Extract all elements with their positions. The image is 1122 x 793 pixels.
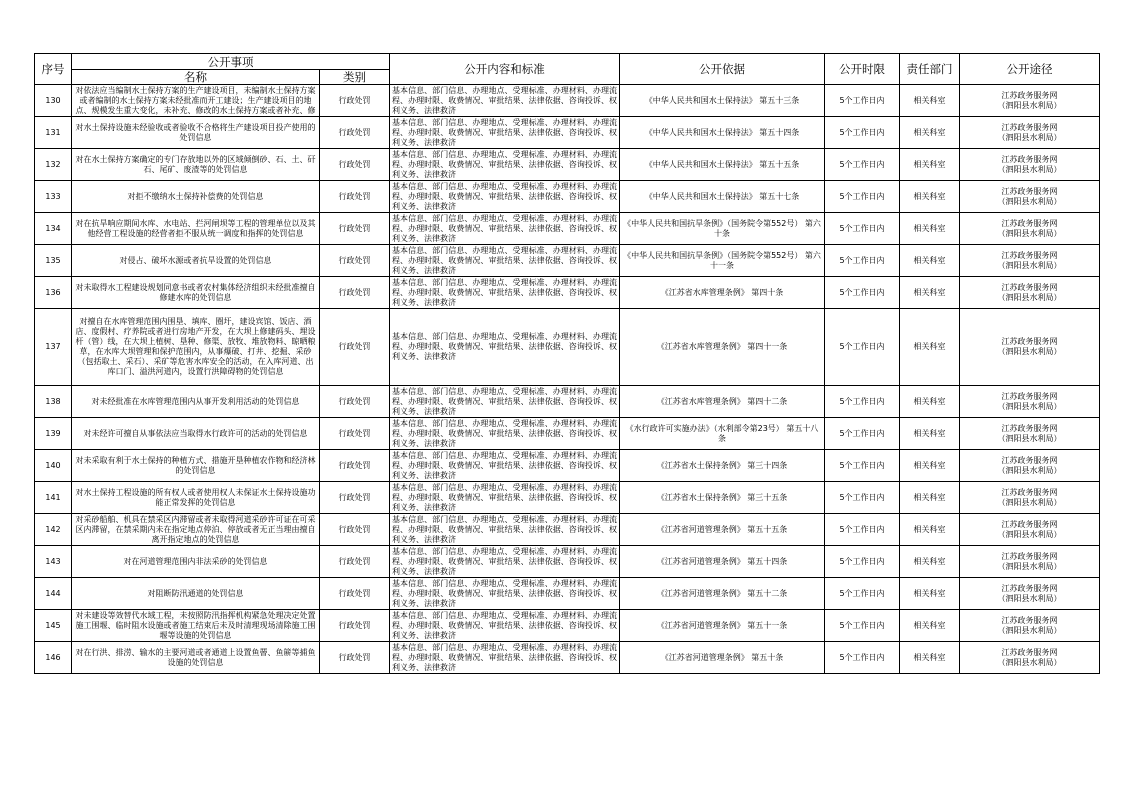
- route-name: 江苏政务服务网: [1001, 122, 1058, 132]
- item-name: 对在抗旱响应期间水库、水电站、拦河闸坝等工程的管理单位以及其他经营工程设施的经营者拒不服从统一调度和指挥的处罚信息: [72, 213, 320, 245]
- legal-basis: 《江苏省河道管理条例》 第五十五条: [620, 514, 825, 546]
- item-name: 对在行洪、排涝、输水的主要河道或者通道上设置鱼罾、鱼簖等捕鱼设施的处罚信息: [72, 642, 320, 674]
- row-number: 142: [35, 514, 72, 546]
- header-num: 序号: [35, 54, 72, 85]
- legal-basis: 《江苏省水土保持条例》 第三十五条: [620, 482, 825, 514]
- route-name: 江苏政务服务网: [1001, 647, 1058, 657]
- item-name: 对水土保持工程设施的所有权人或者使用权人未保证水土保持设施功能正常发挥的处罚信息: [72, 482, 320, 514]
- item-category: 行政处罚: [320, 213, 390, 245]
- table-row: [35, 245, 1100, 277]
- disclosure-route: [960, 546, 1100, 578]
- disclosure-content: 基本信息、部门信息、办理地点、受理标准、办理材料、办理流程、办理时限、收费情况、审批结果、法律依据、咨询投诉、权利义务、法律救济: [390, 245, 620, 277]
- disclosure-content: 基本信息、部门信息、办理地点、受理标准、办理材料、办理流程、办理时限、收费情况、审批结果、法律依据、咨询投诉、权利义务、法律救济: [390, 213, 620, 245]
- time-limit: 5个工作日内: [825, 514, 900, 546]
- row-number: 130: [35, 85, 72, 117]
- item-name: 对未采取有利于水土保持的种植方式、措施开垦种植农作物和经济林的处罚信息: [72, 450, 320, 482]
- table-row: [35, 181, 1100, 213]
- item-name: 对侵占、破坏水源或者抗旱设置的处罚信息: [72, 245, 320, 277]
- route-name: 江苏政务服务网: [1001, 551, 1058, 561]
- time-limit: 5个工作日内: [825, 245, 900, 277]
- time-limit: 5个工作日内: [825, 642, 900, 674]
- disclosure-content: 基本信息、部门信息、办理地点、受理标准、办理材料、办理流程、办理时限、收费情况、审批结果、法律依据、咨询投诉、权利义务、法律救济: [390, 277, 620, 309]
- disclosure-route: [960, 386, 1100, 418]
- row-number: 133: [35, 181, 72, 213]
- route-name: 江苏政务服务网: [1001, 487, 1058, 497]
- row-number: 136: [35, 277, 72, 309]
- row-number: 144: [35, 578, 72, 610]
- item-category: 行政处罚: [320, 309, 390, 386]
- disclosure-content: 基本信息、部门信息、办理地点、受理标准、办理材料、办理流程、办理时限、收费情况、审批结果、法律依据、咨询投诉、权利义务、法律救济: [390, 514, 620, 546]
- item-category: 行政处罚: [320, 85, 390, 117]
- disclosure-route: [960, 181, 1100, 213]
- item-category: 行政处罚: [320, 610, 390, 642]
- responsible-dept: 相关科室: [900, 386, 960, 418]
- legal-basis: 《水行政许可实施办法》（水利部令第23号） 第五十八条: [620, 418, 825, 450]
- disclosure-content: 基本信息、部门信息、办理地点、受理标准、办理材料、办理流程、办理时限、收费情况、审批结果、法律依据、咨询投诉、权利义务、法律救济: [390, 117, 620, 149]
- responsible-dept: 相关科室: [900, 245, 960, 277]
- table-row: [35, 85, 1100, 117]
- legal-basis: 《中华人民共和国抗旱条例》（国务院令第552号） 第六十一条: [620, 245, 825, 277]
- disclosure-content: 基本信息、部门信息、办理地点、受理标准、办理材料、办理流程、办理时限、收费情况、审批结果、法律依据、咨询投诉、权利义务、法律救济: [390, 149, 620, 181]
- disclosure-route: [960, 149, 1100, 181]
- item-category: 行政处罚: [320, 277, 390, 309]
- header-route: 公开途径: [960, 54, 1100, 85]
- row-number: 137: [35, 309, 72, 386]
- row-number: 138: [35, 386, 72, 418]
- disclosure-route: [960, 482, 1100, 514]
- route-agency: （泗阳县水利局）: [997, 529, 1062, 539]
- time-limit: 5个工作日内: [825, 450, 900, 482]
- disclosure-route: [960, 450, 1100, 482]
- time-limit: 5个工作日内: [825, 181, 900, 213]
- route-agency: （泗阳县水利局）: [997, 100, 1062, 110]
- time-limit: 5个工作日内: [825, 386, 900, 418]
- row-number: 143: [35, 546, 72, 578]
- responsible-dept: 相关科室: [900, 117, 960, 149]
- item-name: 对在水土保持方案确定的专门存放地以外的区域倾倒砂、石、土、矸石、尾矿、废渣等的处罚信息: [72, 149, 320, 181]
- responsible-dept: 相关科室: [900, 277, 960, 309]
- table-row: [35, 610, 1100, 642]
- disclosure-route: [960, 117, 1100, 149]
- time-limit: 5个工作日内: [825, 277, 900, 309]
- legal-basis: 《中华人民共和国抗旱条例》（国务院令第552号） 第六十条: [620, 213, 825, 245]
- responsible-dept: 相关科室: [900, 181, 960, 213]
- time-limit: 5个工作日内: [825, 213, 900, 245]
- item-category: 行政处罚: [320, 245, 390, 277]
- disclosure-content: 基本信息、部门信息、办理地点、受理标准、办理材料、办理流程、办理时限、收费情况、审批结果、法律依据、咨询投诉、权利义务、法律救济: [390, 578, 620, 610]
- route-agency: （泗阳县水利局）: [997, 497, 1062, 507]
- route-name: 江苏政务服务网: [1001, 186, 1058, 196]
- header-time: 公开时限: [825, 54, 900, 85]
- header-name: 名称: [72, 70, 320, 85]
- legal-basis: 《中华人民共和国水土保持法》 第五十七条: [620, 181, 825, 213]
- legal-basis: 《江苏省水库管理条例》 第四十条: [620, 277, 825, 309]
- item-name: 对未经批准在水库管理范围内从事开发利用活动的处罚信息: [72, 386, 320, 418]
- disclosure-route: [960, 309, 1100, 386]
- route-agency: （泗阳县水利局）: [997, 196, 1062, 206]
- item-category: 行政处罚: [320, 117, 390, 149]
- route-agency: （泗阳县水利局）: [997, 625, 1062, 635]
- disclosure-content: 基本信息、部门信息、办理地点、受理标准、办理材料、办理流程、办理时限、收费情况、审批结果、法律依据、咨询投诉、权利义务、法律救济: [390, 450, 620, 482]
- row-number: 139: [35, 418, 72, 450]
- legal-basis: 《中华人民共和国水土保持法》 第五十三条: [620, 85, 825, 117]
- item-category: 行政处罚: [320, 578, 390, 610]
- table-row: [35, 277, 1100, 309]
- route-agency: （泗阳县水利局）: [997, 433, 1062, 443]
- disclosure-route: [960, 85, 1100, 117]
- row-number: 134: [35, 213, 72, 245]
- legal-basis: 《江苏省水库管理条例》 第四十二条: [620, 386, 825, 418]
- item-category: 行政处罚: [320, 149, 390, 181]
- disclosure-content: 基本信息、部门信息、办理地点、受理标准、办理材料、办理流程、办理时限、收费情况、审批结果、法律依据、咨询投诉、权利义务、法律救济: [390, 386, 620, 418]
- disclosure-content: 基本信息、部门信息、办理地点、受理标准、办理材料、办理流程、办理时限、收费情况、审批结果、法律依据、咨询投诉、权利义务、法律救济: [390, 418, 620, 450]
- route-agency: （泗阳县水利局）: [997, 292, 1062, 302]
- table-row: [35, 546, 1100, 578]
- responsible-dept: 相关科室: [900, 578, 960, 610]
- legal-basis: 《江苏省水土保持条例》 第三十四条: [620, 450, 825, 482]
- item-category: 行政处罚: [320, 386, 390, 418]
- item-name: 对依法应当编制水土保持方案的生产建设项目，未编制水土保持方案或者编制的水土保持方案未经批准而开工建设；生产建设项目的地点、规模发生重大变化，未补充、修改的水土保持方案或者补充、修: [72, 85, 320, 117]
- disclosure-content: 基本信息、部门信息、办理地点、受理标准、办理材料、办理流程、办理时限、收费情况、审批结果、法律依据、咨询投诉、权利义务、法律救济: [390, 85, 620, 117]
- row-number: 146: [35, 642, 72, 674]
- item-name: 对拒不缴纳水土保持补偿费的处罚信息: [72, 181, 320, 213]
- responsible-dept: 相关科室: [900, 85, 960, 117]
- table-row: [35, 213, 1100, 245]
- disclosure-content: 基本信息、部门信息、办理地点、受理标准、办理材料、办理流程、办理时限、收费情况、审批结果、法律依据、咨询投诉、权利义务、法律救济: [390, 610, 620, 642]
- table-row: [35, 514, 1100, 546]
- row-number: 140: [35, 450, 72, 482]
- time-limit: 5个工作日内: [825, 309, 900, 386]
- item-name: 对未取得水工程建设规划同意书或者农村集体经济组织未经批准擅自修建水库的处罚信息: [72, 277, 320, 309]
- responsible-dept: 相关科室: [900, 418, 960, 450]
- item-category: 行政处罚: [320, 642, 390, 674]
- route-name: 江苏政务服务网: [1001, 218, 1058, 228]
- disclosure-route: [960, 277, 1100, 309]
- time-limit: 5个工作日内: [825, 578, 900, 610]
- item-name: 对水土保持设施未经验收或者验收不合格将生产建设项目投产使用的处罚信息: [72, 117, 320, 149]
- time-limit: 5个工作日内: [825, 546, 900, 578]
- disclosure-route: [960, 610, 1100, 642]
- disclosure-route: [960, 418, 1100, 450]
- responsible-dept: 相关科室: [900, 514, 960, 546]
- item-category: 行政处罚: [320, 546, 390, 578]
- route-agency: （泗阳县水利局）: [997, 561, 1062, 571]
- legal-basis: 《江苏省河道管理条例》 第五十四条: [620, 546, 825, 578]
- header-item: 公开事项: [72, 54, 390, 70]
- route-name: 江苏政务服务网: [1001, 250, 1058, 260]
- table-row: [35, 418, 1100, 450]
- table-row: [35, 309, 1100, 386]
- item-name: 对采砂船舶、机具在禁采区内滞留或者未取得河道采砂许可证在可采区内滞留，在禁采期内未在指定地点停泊、停放或者无正当理由擅自离开指定地点的处罚信息: [72, 514, 320, 546]
- time-limit: 5个工作日内: [825, 610, 900, 642]
- legal-basis: 《江苏省水库管理条例》 第四十一条: [620, 309, 825, 386]
- item-category: 行政处罚: [320, 514, 390, 546]
- disclosure-route: [960, 514, 1100, 546]
- row-number: 132: [35, 149, 72, 181]
- responsible-dept: 相关科室: [900, 546, 960, 578]
- time-limit: 5个工作日内: [825, 117, 900, 149]
- row-number: 135: [35, 245, 72, 277]
- row-number: 145: [35, 610, 72, 642]
- legal-basis: 《中华人民共和国水土保持法》 第五十四条: [620, 117, 825, 149]
- route-name: 江苏政务服务网: [1001, 423, 1058, 433]
- item-category: 行政处罚: [320, 482, 390, 514]
- item-name: 对在河道管理范围内非法采砂的处罚信息: [72, 546, 320, 578]
- table-row: [35, 117, 1100, 149]
- header-category: 类别: [320, 70, 390, 85]
- time-limit: 5个工作日内: [825, 482, 900, 514]
- item-name: 对未经许可擅自从事依法应当取得水行政许可的活动的处罚信息: [72, 418, 320, 450]
- route-name: 江苏政务服务网: [1001, 615, 1058, 625]
- route-name: 江苏政务服务网: [1001, 90, 1058, 100]
- disclosure-route: [960, 578, 1100, 610]
- route-agency: （泗阳县水利局）: [997, 465, 1062, 475]
- table-row: [35, 450, 1100, 482]
- item-category: 行政处罚: [320, 181, 390, 213]
- legal-basis: 《中华人民共和国水土保持法》 第五十五条: [620, 149, 825, 181]
- route-name: 江苏政务服务网: [1001, 519, 1058, 529]
- route-agency: （泗阳县水利局）: [997, 657, 1062, 667]
- responsible-dept: 相关科室: [900, 610, 960, 642]
- disclosure-content: 基本信息、部门信息、办理地点、受理标准、办理材料、办理流程、办理时限、收费情况、审批结果、法律依据、咨询投诉、权利义务、法律救济: [390, 642, 620, 674]
- table-row: [35, 386, 1100, 418]
- item-name: 对未建设等效替代水域工程，未按照防汛指挥机构紧急处理决定处置施工围堰、临时阻水设施或者施工结束后未及时清理现场清除施工围堰等设施的处罚信息: [72, 610, 320, 642]
- legal-basis: 《江苏省河道管理条例》 第五十二条: [620, 578, 825, 610]
- responsible-dept: 相关科室: [900, 213, 960, 245]
- item-category: 行政处罚: [320, 418, 390, 450]
- item-name: 对擅自在水库管理范围内围垦、填库、圈圩，建设宾馆、饭店、酒店、度假村、疗养院或者进行房地产开发，在大坝上修建码头、埋设杆（管）线，在大坝上植树、垦种、修渠、放牧、堆放物料、晾晒粮草，在水库大坝管理和保护范围内，从事爆破、打井、挖掘、采砂（包括取土、采石）、采矿等危害水库安全的活动，在入库河道、出库口门、溢洪河道内，设置行洪障碍物的处罚信息: [72, 309, 320, 386]
- item-name: 对阻断防汛通道的处罚信息: [72, 578, 320, 610]
- route-agency: （泗阳县水利局）: [997, 228, 1062, 238]
- table-row: [35, 482, 1100, 514]
- time-limit: 5个工作日内: [825, 418, 900, 450]
- disclosure-route: [960, 213, 1100, 245]
- route-name: 江苏政务服务网: [1001, 455, 1058, 465]
- disclosure-route: [960, 642, 1100, 674]
- route-agency: （泗阳县水利局）: [997, 593, 1062, 603]
- route-name: 江苏政务服务网: [1001, 391, 1058, 401]
- time-limit: 5个工作日内: [825, 149, 900, 181]
- row-number: 131: [35, 117, 72, 149]
- responsible-dept: 相关科室: [900, 642, 960, 674]
- header-content: 公开内容和标准: [390, 54, 620, 85]
- legal-basis: 《江苏省河道管理条例》 第五十条: [620, 642, 825, 674]
- header-dept: 责任部门: [900, 54, 960, 85]
- table-row: [35, 149, 1100, 181]
- disclosure-content: 基本信息、部门信息、办理地点、受理标准、办理材料、办理流程、办理时限、收费情况、审批结果、法律依据、咨询投诉、权利义务、法律救济: [390, 181, 620, 213]
- responsible-dept: 相关科室: [900, 482, 960, 514]
- route-name: 江苏政务服务网: [1001, 282, 1058, 292]
- responsible-dept: 相关科室: [900, 450, 960, 482]
- route-agency: （泗阳县水利局）: [997, 260, 1062, 270]
- route-name: 江苏政务服务网: [1001, 337, 1058, 346]
- responsible-dept: 相关科室: [900, 309, 960, 386]
- disclosure-table: [34, 53, 1100, 674]
- disclosure-content: 基本信息、部门信息、办理地点、受理标准、办理材料、办理流程、办理时限、收费情况、审批结果、法律依据、咨询投诉、权利义务、法律救济: [390, 546, 620, 578]
- table-row: [35, 642, 1100, 674]
- route-agency: （泗阳县水利局）: [997, 132, 1062, 142]
- disclosure-content: 基本信息、部门信息、办理地点、受理标准、办理材料、办理流程、办理时限、收费情况、审批结果、法律依据、咨询投诉、权利义务、法律救济: [390, 482, 620, 514]
- item-category: 行政处罚: [320, 450, 390, 482]
- table-row: [35, 578, 1100, 610]
- route-name: 江苏政务服务网: [1001, 154, 1058, 164]
- time-limit: 5个工作日内: [825, 85, 900, 117]
- row-number: 141: [35, 482, 72, 514]
- responsible-dept: 相关科室: [900, 149, 960, 181]
- legal-basis: 《江苏省河道管理条例》 第五十一条: [620, 610, 825, 642]
- route-agency: （泗阳县水利局）: [997, 164, 1062, 174]
- disclosure-route: [960, 245, 1100, 277]
- route-agency: （泗阳县水利局）: [997, 347, 1062, 356]
- route-agency: （泗阳县水利局）: [997, 401, 1062, 411]
- header-basis: 公开依据: [620, 54, 825, 85]
- route-name: 江苏政务服务网: [1001, 583, 1058, 593]
- disclosure-content: 基本信息、部门信息、办理地点、受理标准、办理材料、办理流程、办理时限、收费情况、审批结果、法律依据、咨询投诉、权利义务、法律救济: [390, 309, 620, 386]
